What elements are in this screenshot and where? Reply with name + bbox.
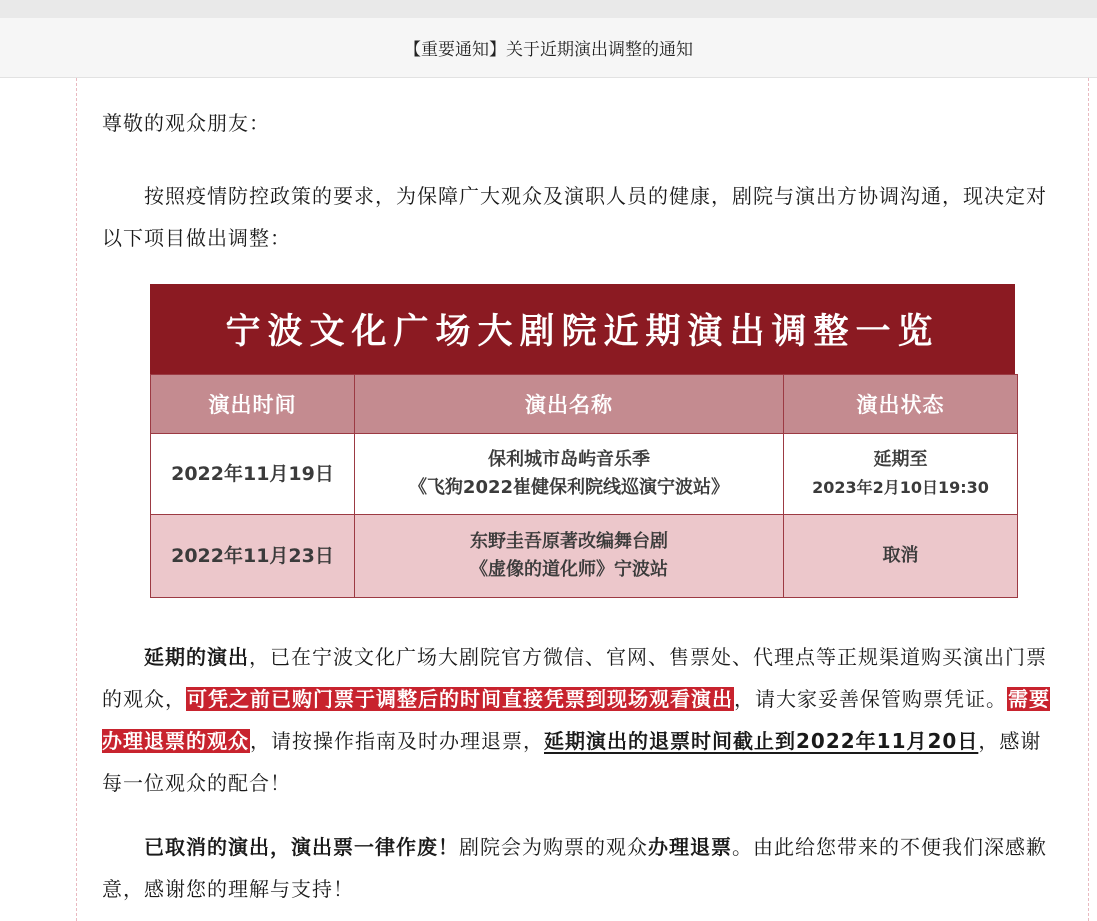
cancelled-text-1: 剧院会为购票的观众 <box>459 835 648 859</box>
left-dashed-border <box>76 78 77 921</box>
cancelled-text-2: 。由此给您带来的不便我们深感歉意，感谢您的理解与支持！ <box>102 835 1047 901</box>
schedule-table <box>150 374 1018 598</box>
highlight-ticket-valid: 可凭之前已购门票于调整后的时间直接凭票到现场观看演出 <box>187 687 733 711</box>
page-title <box>0 18 1097 78</box>
cancelled-paragraph <box>102 826 1062 910</box>
row-status-line1: 延期至 <box>873 449 928 470</box>
row-name-line1: 保利城市岛屿音乐季 <box>488 449 650 470</box>
header-status: 演出状态 <box>784 375 1018 434</box>
postponed-text-2: ，请大家妥善保管购票凭证。 <box>734 687 1007 711</box>
cancelled-refund: 办理退票 <box>648 835 732 859</box>
header-time: 演出时间 <box>151 375 355 434</box>
browser-top-strip <box>0 0 1097 18</box>
row-status <box>784 515 1018 598</box>
right-dashed-border <box>1088 78 1089 921</box>
intro-paragraph: 按照疫情防控政策的要求，为保障广大观众及演职人员的健康，剧院与演出方协调沟通，现决定对以下项目做出调整： <box>102 184 1047 250</box>
postponed-text-4: ，感谢每一位观众的配合！ <box>102 729 1042 795</box>
postponed-text-3: ，请按操作指南及时办理退票， <box>250 729 544 753</box>
row-status-line1: 取消 <box>882 545 919 566</box>
page-title-text: 【重要通知】关于近期演出调整的通知 <box>404 40 693 60</box>
table-row <box>151 434 1018 515</box>
row-time: 2022年11月19日 <box>151 434 355 515</box>
row-name <box>355 515 784 598</box>
greeting: 尊敬的观众朋友： <box>102 111 270 135</box>
refund-deadline: 延期演出的退票时间截止到2022年11月20日 <box>544 729 979 753</box>
article-body <box>102 78 1062 910</box>
row-name-line2: 《虚像的道化师》宁波站 <box>470 559 668 580</box>
highlight-refund-needed: 需要办理退票的观众 <box>102 687 1050 753</box>
postponed-text-1: ，已在宁波文化广场大剧院官方微信、官网、售票处、代理点等正规渠道购买演出门票的观众， <box>102 645 1047 711</box>
cancelled-lead: 已取消的演出，演出票一律作废！ <box>144 835 459 859</box>
postponed-paragraph <box>102 636 1062 804</box>
header-name: 演出名称 <box>355 375 784 434</box>
table-banner: 宁波文化广场大剧院近期演出调整一览 <box>150 284 1015 374</box>
row-name <box>355 434 784 515</box>
row-name-line1: 东野圭吾原著改编舞台剧 <box>470 531 668 552</box>
row-status-line2: 2023年2月10日19:30 <box>812 478 989 497</box>
row-status <box>784 434 1018 515</box>
row-time: 2022年11月23日 <box>151 515 355 598</box>
table-header-row <box>151 375 1018 434</box>
table-row <box>151 515 1018 598</box>
postponed-lead: 延期的演出 <box>144 645 249 669</box>
row-name-line2: 《飞狗2022崔健保利院线巡演宁波站》 <box>408 477 730 498</box>
schedule-table-image <box>150 284 1015 598</box>
